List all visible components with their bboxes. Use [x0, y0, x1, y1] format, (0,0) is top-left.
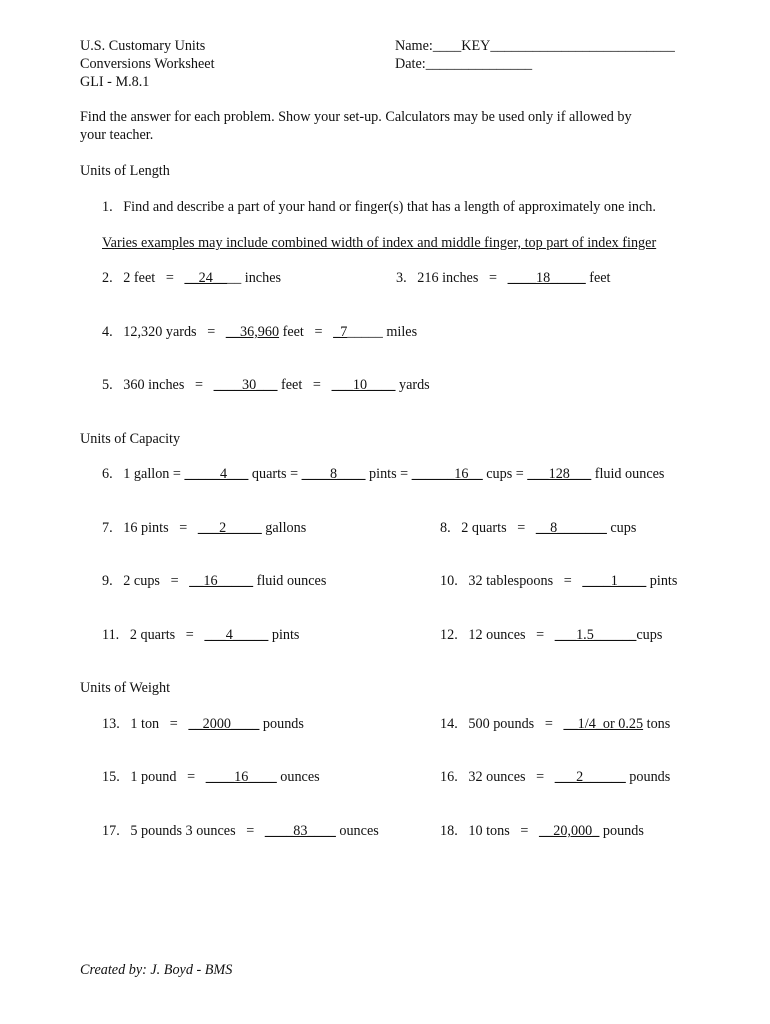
problem-9: 9. 2 cups = __16_____ fluid ounces [102, 573, 327, 589]
instructions-line-2: your teacher. [80, 127, 154, 143]
problem-3: 3. 216 inches = ____18_____ feet [396, 270, 611, 286]
problem-6: 6. 1 gallon = _____4___ quarts = ____8____ pints = ______16__ cups = ___128___ fluid ounces [102, 466, 665, 482]
problem-16: 16. 32 ounces = ___2______ pounds [440, 769, 671, 785]
answer-12: ___1.5______ [554, 627, 637, 643]
section-capacity-heading: Units of Capacity [80, 431, 181, 447]
answer-3: ____18_____ [507, 270, 586, 286]
problem-7: 7. 16 pints = ___2_____ gallons [102, 520, 307, 536]
instructions-line-1: Find the answer for each problem. Show your set-up. Calculators may be used only if allowed by [80, 109, 632, 125]
answer-8: __8_______ [535, 520, 607, 536]
header-left [80, 37, 215, 91]
problem-12: 12. 12 ounces = ___1.5______cups [440, 627, 663, 643]
header-title: U.S. Customary Units [80, 38, 206, 54]
problem-15: 15. 1 pound = ____16____ ounces [102, 769, 320, 785]
answer-18: __20,000_ [539, 823, 600, 839]
answer-7: ___2_____ [197, 520, 262, 536]
answer-4a: __36,960 [225, 324, 280, 340]
header-subtitle: Conversions Worksheet [80, 56, 215, 72]
answer-10: ____1____ [582, 573, 647, 589]
answer-9: __16_____ [189, 573, 254, 589]
answer-6a: _____4___ [184, 466, 249, 482]
answer-4b: _7 [333, 324, 348, 340]
answer-11: ___4_____ [204, 627, 269, 643]
problem-10: 10. 32 tablespoons = ____1____ pints [440, 573, 678, 589]
instructions [80, 108, 632, 144]
problem-17: 17. 5 pounds 3 ounces = ____83____ ounces [102, 823, 379, 839]
answer-2: __24__ [184, 270, 228, 286]
answer-15: ____16____ [205, 769, 277, 785]
header-right [395, 37, 675, 73]
answer-5a: ____30___ [213, 377, 278, 393]
answer-6d: ___128___ [527, 466, 592, 482]
answer-14: __1/4_or 0.25 [563, 716, 644, 732]
name-line: Name:____KEY__________________________ [395, 38, 675, 54]
answer-6c: ______16__ [411, 466, 483, 482]
section-weight-heading: Units of Weight [80, 680, 171, 696]
problem-18: 18. 10 tons = __20,000_ pounds [440, 823, 644, 839]
date-line: Date:_______________ [395, 56, 533, 72]
problem-8: 8. 2 quarts = __8_______ cups [440, 520, 637, 536]
problem-1-answer: Varies examples may include combined width of index and middle finger, top part of index finger [102, 235, 657, 251]
answer-5b: ___10____ [331, 377, 396, 393]
problem-1: 1. Find and describe a part of your hand or finger(s) that has a length of approximately one inch. [102, 199, 656, 215]
header-code: GLI - M.8.1 [80, 74, 150, 90]
problem-13: 13. 1 ton = __2000____ pounds [102, 716, 304, 732]
problem-14: 14. 500 pounds = __1/4_or 0.25 tons [440, 716, 671, 732]
footer-credit: Created by: J. Boyd - BMS [80, 962, 233, 978]
section-length-heading: Units of Length [80, 163, 170, 179]
answer-16: ___2______ [554, 769, 626, 785]
problem-4: 4. 12,320 yards = __36,960 feet = _7_____ miles [102, 324, 418, 340]
answer-6b: ____8____ [301, 466, 366, 482]
answer-13: __2000____ [188, 716, 260, 732]
problem-2: 2. 2 feet = __24____ inches [102, 270, 282, 286]
problem-5: 5. 360 inches = ____30___ feet = ___10____ yards [102, 377, 430, 393]
problem-11: 11. 2 quarts = ___4_____ pints [102, 627, 300, 643]
answer-17: ____83____ [264, 823, 336, 839]
